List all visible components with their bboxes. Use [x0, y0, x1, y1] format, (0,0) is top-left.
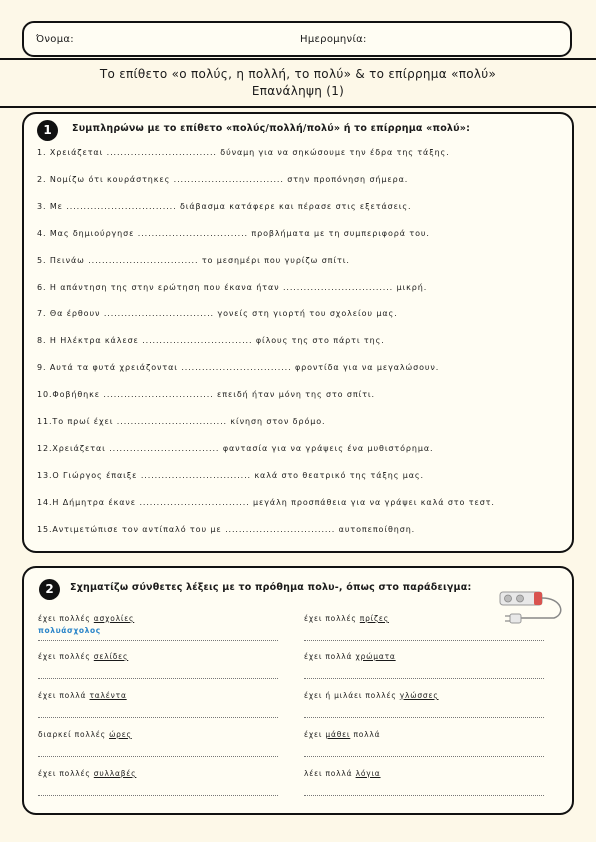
sentence-item: 13.Ο Γιώργος έπαιξε ................................ καλά στο θεατρικό της τάξης μας. [37, 470, 424, 480]
root-word: ώρες [109, 730, 132, 739]
page-subtitle: Επανάληψη (1) [251, 84, 345, 98]
answer-line[interactable] [304, 795, 544, 796]
root-word: ταλέντα [89, 691, 127, 700]
root-word: σελίδες [93, 652, 129, 661]
sentence-item: 15.Αντιμετώπισε τον αντίπαλό του με ................................ αυτοπεποίθηση. [37, 524, 416, 534]
exercise-number-badge: 2 [39, 579, 60, 600]
prompt-text: έχει πολλές [38, 614, 94, 623]
prompt-text: πολλά [350, 730, 381, 739]
sentence-item: 10.Φοβήθηκε ................................ επειδή ήταν μόνη της στο σπίτι. [37, 390, 375, 400]
sentence-item: 1. Χρειάζεται ................................ δύναμη για να σηκώσουμε την έδρα της τάξης. [37, 148, 450, 157]
root-word: χρώματα [355, 652, 396, 661]
answer-line[interactable] [38, 678, 278, 679]
answer-line[interactable] [304, 678, 544, 679]
root-word: γλώσσες [399, 691, 439, 700]
exercise-number-badge: 1 [37, 120, 58, 141]
power-strip-icon [496, 588, 566, 628]
example-answer: πολυάσχολος [38, 626, 101, 635]
compound-prompt [38, 652, 128, 661]
compound-prompt [38, 730, 132, 739]
compound-prompt [38, 769, 136, 778]
prompt-text: έχει [304, 730, 326, 739]
prompt-text: έχει πολλές [38, 769, 94, 778]
name-label: Όνομα: [36, 34, 74, 45]
compound-prompt [304, 614, 389, 623]
answer-line[interactable] [38, 756, 278, 757]
root-word: πρίζες [359, 614, 389, 623]
sentence-item: 7. Θα έρθουν ................................ γονείς στη γιορτή του σχολείου μας. [37, 309, 398, 319]
answer-line[interactable] [304, 640, 544, 641]
compound-prompt [304, 691, 439, 700]
sentence-item: 11.Το πρωί έχει ................................ κίνηση στον δρόμο. [37, 417, 326, 426]
root-word: ασχολίες [93, 614, 135, 623]
exercise-instruction: Συμπληρώνω με το επίθετο «πολύς/πολλή/πολύ» ή το επίρρημα «πολύ»: [72, 123, 471, 134]
compound-prompt [38, 691, 127, 700]
sentence-item: 4. Μας δημιούργησε ................................ προβλήματα με τη συμπεριφορά του. [37, 228, 430, 238]
header-box [22, 21, 572, 57]
answer-line[interactable] [304, 717, 544, 718]
exercise-1 [22, 112, 574, 553]
compound-prompt [304, 769, 381, 778]
exercise-instruction: Σχηματίζω σύνθετες λέξεις με το πρόθημα πολυ-, όπως στο παράδειγμα: [70, 582, 472, 593]
sentence-item: 12.Χρειάζεται ................................ φαντασία για να γράψεις ένα μυθιστόρημα. [37, 443, 434, 453]
sentence-item: 6. Η απάντηση της στην ερώτηση που έκανα ήταν ................................ μικρή. [37, 282, 428, 292]
prompt-text: λέει πολλά [304, 769, 356, 778]
sentence-item: 5. Πεινάω ................................ το μεσημέρι που γυρίζω σπίτι. [37, 255, 350, 265]
answer-line[interactable] [38, 640, 278, 641]
exercise-2 [22, 566, 574, 815]
prompt-text: έχει πολλές [304, 614, 360, 623]
title-band [0, 58, 596, 108]
page-title: Το επίθετο «ο πολύς, η πολλή, το πολύ» & το επίρρημα «πολύ» [99, 67, 497, 81]
compound-prompt [304, 730, 380, 739]
answer-line[interactable] [38, 795, 278, 796]
root-word: συλλαβές [93, 769, 137, 778]
answer-line[interactable] [304, 756, 544, 757]
compound-prompt [38, 614, 134, 623]
root-word: μάθει [325, 730, 351, 739]
prompt-text: διαρκεί πολλές [38, 730, 110, 739]
answer-line[interactable] [38, 717, 278, 718]
sentence-item: 9. Αυτά τα φυτά χρειάζονται ................................ φροντίδα για να μεγαλώσουν. [37, 363, 440, 373]
sentence-item: 14.Η Δήμητρα έκανε ................................ μεγάλη προσπάθεια για να γράψει καλά στο τεστ. [37, 497, 495, 507]
prompt-text: έχει πολλές [38, 652, 94, 661]
sentence-item: 2. Νομίζω ότι κουράστηκες ................................ στην προπόνηση σήμερα. [37, 174, 409, 184]
prompt-text: έχει πολλά [304, 652, 356, 661]
prompt-text: έχει πολλά [38, 691, 90, 700]
root-word: λόγια [355, 769, 381, 778]
compound-prompt [304, 652, 396, 661]
sentence-item: 3. Με ................................ διάβασμα κατάφερε και πέρασε στις εξετάσεις. [37, 201, 412, 211]
sentence-item: 8. Η Ηλέκτρα κάλεσε ................................ φίλους της στο πάρτι της. [37, 336, 385, 346]
prompt-text: έχει ή μιλάει πολλές [304, 691, 400, 700]
date-label: Ημερομηνία: [300, 34, 367, 45]
